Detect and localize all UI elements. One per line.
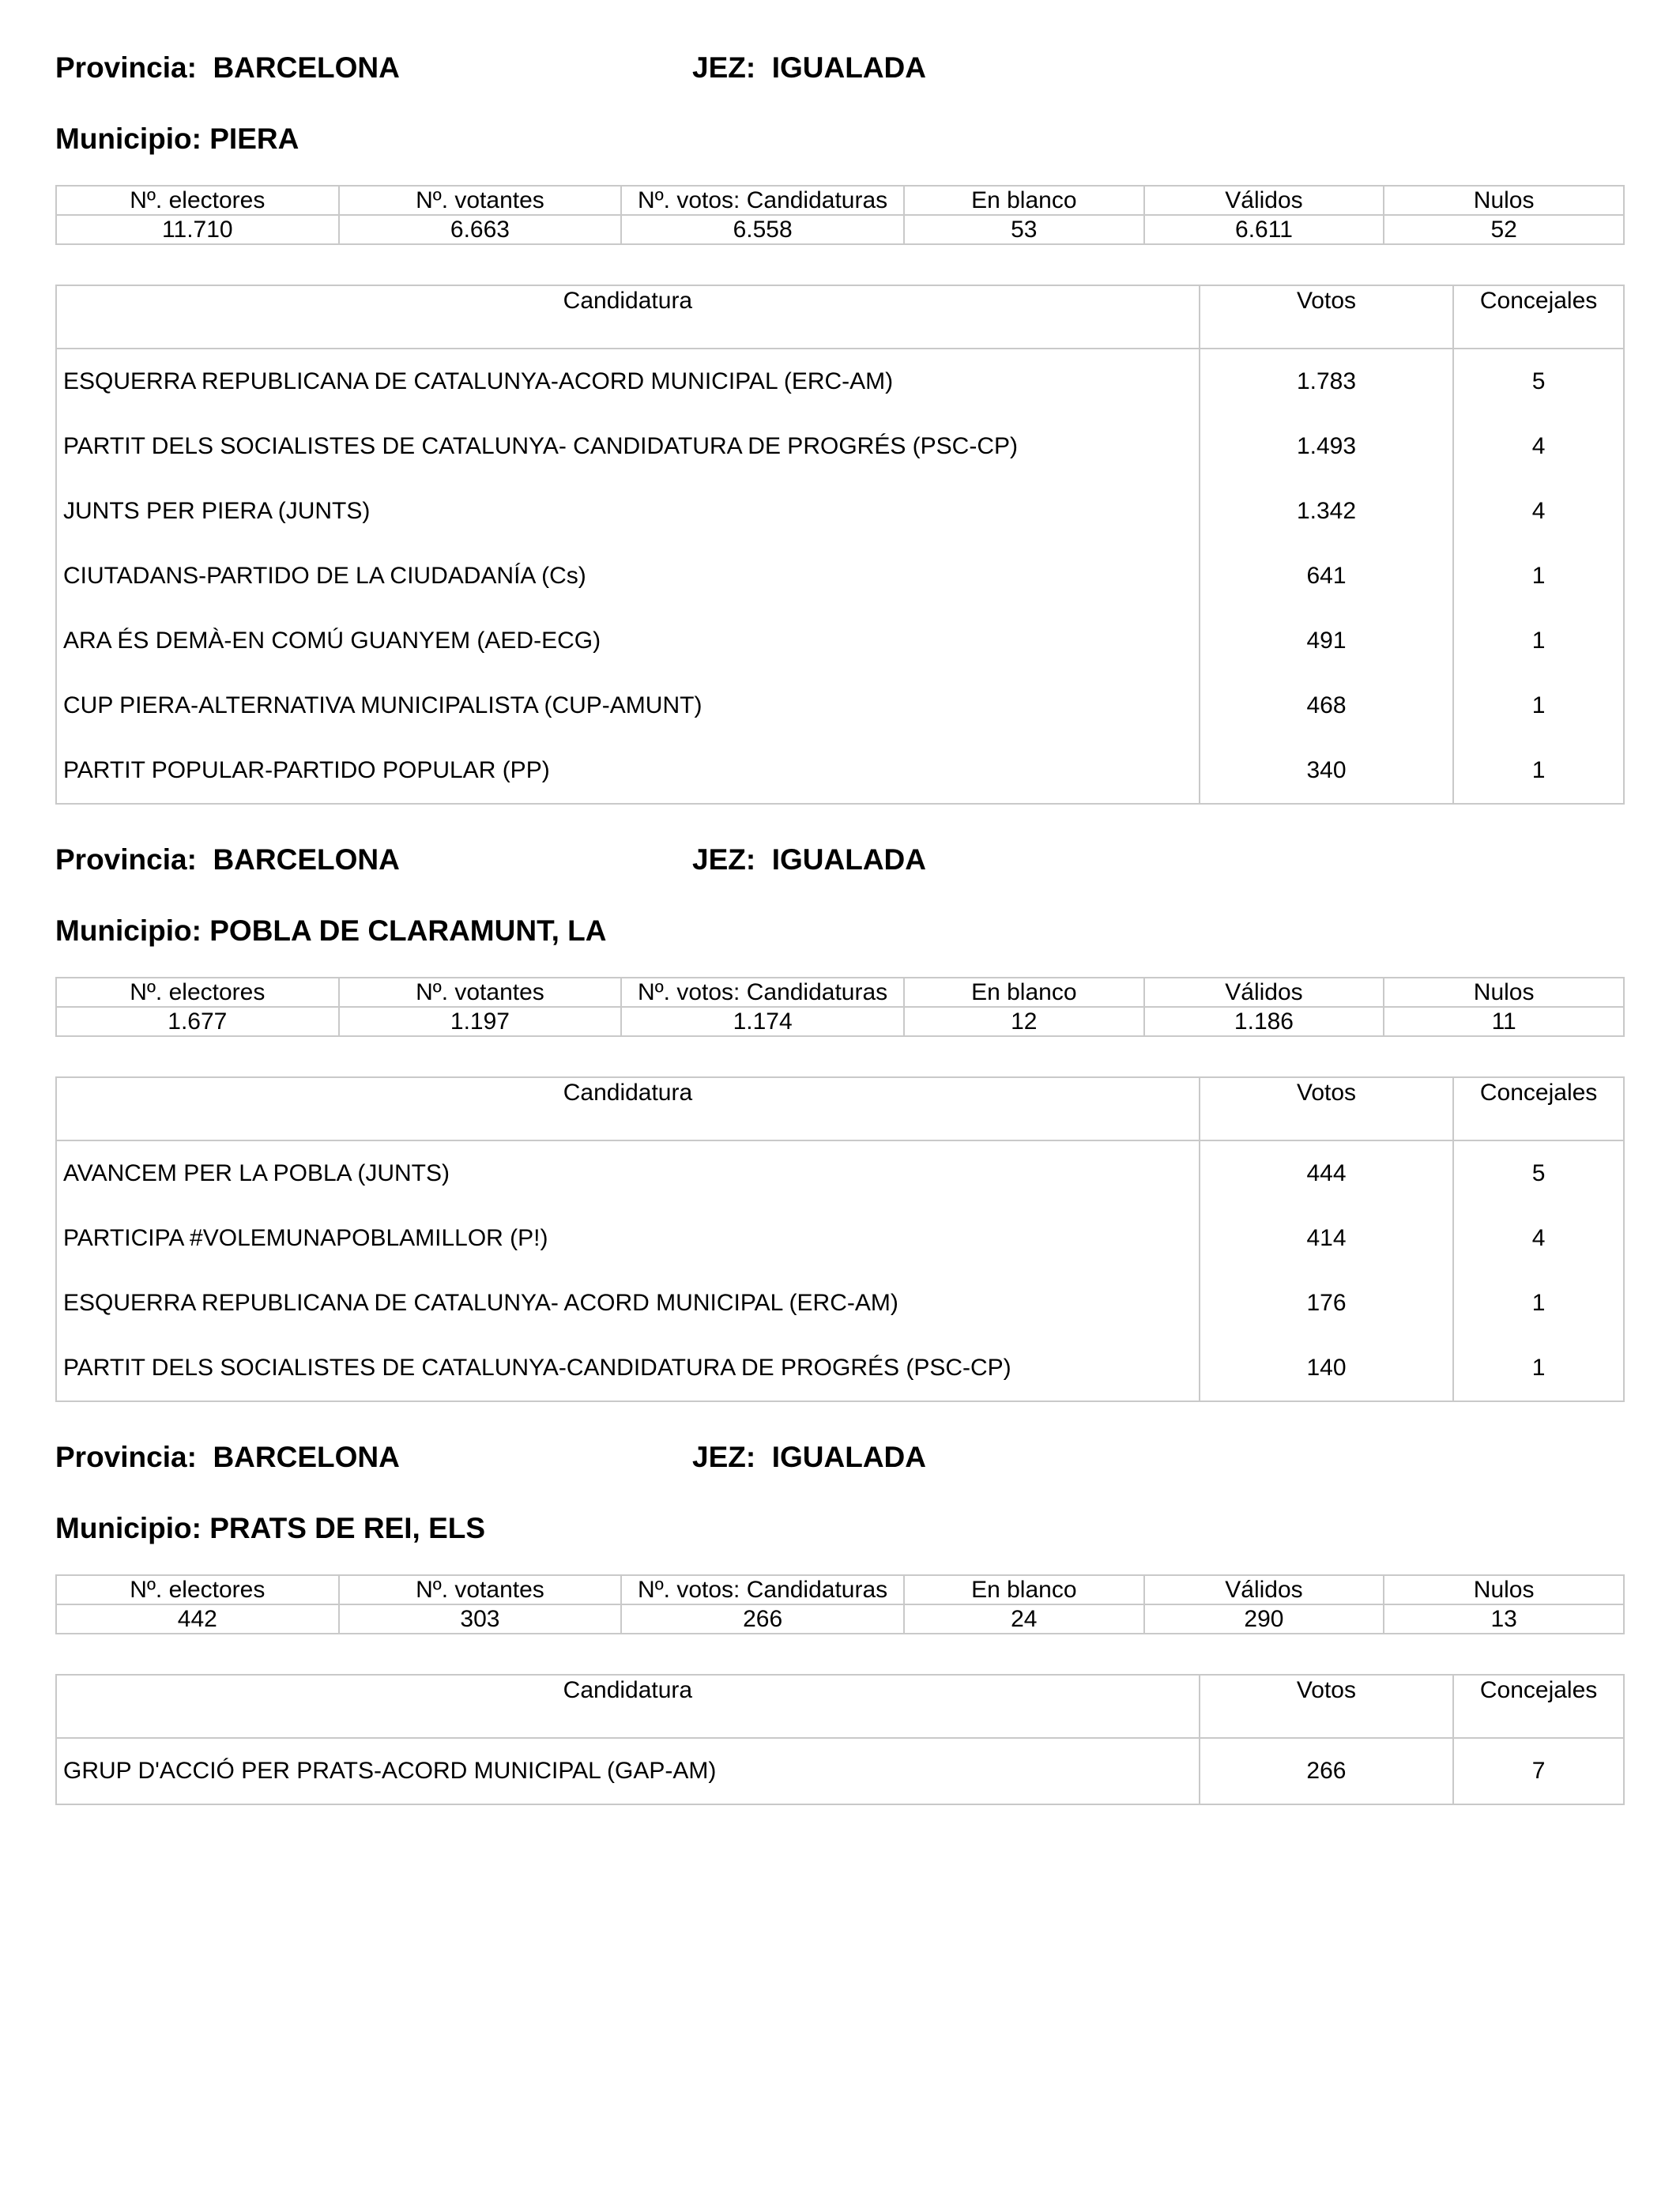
table-row (56, 1140, 1624, 1206)
concejales-value: 4 (1453, 479, 1624, 544)
candidatura-name: PARTICIPA #VOLEMUNAPOBLAMILLOR (P!) (56, 1206, 1200, 1271)
stats-header-cell: Nulos (1384, 186, 1624, 215)
concejales-header: Concejales (1453, 285, 1624, 349)
stats-value-cell: 52 (1384, 215, 1624, 244)
candidatura-name: PARTIT DELS SOCIALISTES DE CATALUNYA-CANDIDATURA DE PROGRÉS (PSC-CP) (56, 1336, 1200, 1401)
candidatura-name: PARTIT POPULAR-PARTIDO POPULAR (PP) (56, 738, 1200, 804)
provincia-heading: Provincia: BARCELONA (55, 1441, 400, 1473)
provincia-heading: Provincia: BARCELONA (55, 51, 400, 84)
stats-value-cell: 13 (1384, 1604, 1624, 1634)
votos-value: 468 (1200, 673, 1453, 738)
stats-value-cell: 266 (621, 1604, 904, 1634)
candidaturas-header-row (56, 285, 1624, 349)
stats-value-row (56, 1604, 1624, 1634)
concejales-value: 4 (1453, 1206, 1624, 1271)
votos-value: 140 (1200, 1336, 1453, 1401)
candidatura-header: Candidatura (56, 1077, 1200, 1140)
table-row (56, 1206, 1624, 1271)
stats-header-cell: En blanco (904, 186, 1144, 215)
table-row (56, 349, 1624, 414)
candidaturas-table (55, 285, 1625, 805)
stats-value-cell: 6.611 (1144, 215, 1384, 244)
stats-header-row (56, 186, 1624, 215)
stats-value-cell: 24 (904, 1604, 1144, 1634)
concejales-value: 1 (1453, 544, 1624, 609)
stats-value-row (56, 1007, 1624, 1036)
candidaturas-table (55, 1076, 1625, 1402)
candidatura-name: CUP PIERA-ALTERNATIVA MUNICIPALISTA (CUP-AMUNT) (56, 673, 1200, 738)
stats-value-cell: 1.197 (339, 1007, 622, 1036)
votos-value: 491 (1200, 609, 1453, 673)
concejales-value: 5 (1453, 1140, 1624, 1206)
municipio-heading: Municipio: POBLA DE CLARAMUNT, LA (55, 914, 607, 947)
table-row (56, 673, 1624, 738)
table-row (56, 1738, 1624, 1804)
table-row (56, 479, 1624, 544)
concejales-value: 4 (1453, 414, 1624, 479)
stats-value-cell: 11 (1384, 1007, 1624, 1036)
concejales-value: 1 (1453, 1336, 1624, 1401)
stats-value-row (56, 215, 1624, 244)
stats-header-cell: Nº. electores (56, 978, 339, 1007)
stats-header-cell: Válidos (1144, 186, 1384, 215)
candidatura-name: ARA ÉS DEMÀ-EN COMÚ GUANYEM (AED-ECG) (56, 609, 1200, 673)
stats-value-cell: 1.677 (56, 1007, 339, 1036)
votos-value: 641 (1200, 544, 1453, 609)
stats-value-cell: 53 (904, 215, 1144, 244)
stats-value-cell: 11.710 (56, 215, 339, 244)
concejales-value: 1 (1453, 609, 1624, 673)
jez-heading: JEZ: IGUALADA (692, 1441, 926, 1473)
stats-header-row (56, 978, 1624, 1007)
votos-header: Votos (1200, 1077, 1453, 1140)
table-row (56, 414, 1624, 479)
concejales-value: 1 (1453, 1271, 1624, 1336)
stats-header-cell: Nulos (1384, 1575, 1624, 1604)
stats-value-cell: 12 (904, 1007, 1144, 1036)
votos-value: 1.493 (1200, 414, 1453, 479)
candidatura-name: GRUP D'ACCIÓ PER PRATS-ACORD MUNICIPAL (GAP-AM) (56, 1738, 1200, 1804)
table-row (56, 1271, 1624, 1336)
stats-header-cell: Válidos (1144, 1575, 1384, 1604)
candidatura-name: ESQUERRA REPUBLICANA DE CATALUNYA- ACORD MUNICIPAL (ERC-AM) (56, 1271, 1200, 1336)
table-row (56, 738, 1624, 804)
votos-value: 176 (1200, 1271, 1453, 1336)
candidatura-header: Candidatura (56, 1675, 1200, 1738)
candidatura-name: AVANCEM PER LA POBLA (JUNTS) (56, 1140, 1200, 1206)
table-row (56, 544, 1624, 609)
jez-heading: JEZ: IGUALADA (692, 51, 926, 84)
stats-header-cell: Nº. votos: Candidaturas (621, 978, 904, 1007)
stats-header-cell: Nº. votantes (339, 1575, 622, 1604)
candidaturas-header-row (56, 1077, 1624, 1140)
stats-header-cell: Nº. electores (56, 186, 339, 215)
stats-value-cell: 1.186 (1144, 1007, 1384, 1036)
stats-header-cell: Nº. votos: Candidaturas (621, 1575, 904, 1604)
stats-header-cell: En blanco (904, 1575, 1144, 1604)
votos-value: 266 (1200, 1738, 1453, 1804)
concejales-value: 5 (1453, 349, 1624, 414)
stats-header-row (56, 1575, 1624, 1604)
stats-header-cell: Nº. electores (56, 1575, 339, 1604)
table-row (56, 609, 1624, 673)
stats-header-cell: Nº. votantes (339, 186, 622, 215)
municipio-heading: Municipio: PRATS DE REI, ELS (55, 1512, 486, 1544)
concejales-value: 1 (1453, 673, 1624, 738)
stats-table (55, 977, 1625, 1037)
candidatura-header: Candidatura (56, 285, 1200, 349)
votos-value: 1.342 (1200, 479, 1453, 544)
stats-table (55, 185, 1625, 245)
provincia-heading: Provincia: BARCELONA (55, 843, 400, 876)
candidaturas-table (55, 1674, 1625, 1805)
candidaturas-header-row (56, 1675, 1624, 1738)
votos-value: 444 (1200, 1140, 1453, 1206)
stats-value-cell: 6.558 (621, 215, 904, 244)
table-row (56, 1336, 1624, 1401)
concejales-header: Concejales (1453, 1675, 1624, 1738)
stats-header-cell: En blanco (904, 978, 1144, 1007)
candidatura-name: CIUTADANS-PARTIDO DE LA CIUDADANÍA (Cs) (56, 544, 1200, 609)
candidatura-name: ESQUERRA REPUBLICANA DE CATALUNYA-ACORD MUNICIPAL (ERC-AM) (56, 349, 1200, 414)
votos-header: Votos (1200, 285, 1453, 349)
stats-value-cell: 6.663 (339, 215, 622, 244)
stats-value-cell: 442 (56, 1604, 339, 1634)
candidatura-name: JUNTS PER PIERA (JUNTS) (56, 479, 1200, 544)
concejales-value: 7 (1453, 1738, 1624, 1804)
votos-header: Votos (1200, 1675, 1453, 1738)
stats-header-cell: Nº. votos: Candidaturas (621, 186, 904, 215)
jez-heading: JEZ: IGUALADA (692, 843, 926, 876)
stats-header-cell: Nº. votantes (339, 978, 622, 1007)
concejales-header: Concejales (1453, 1077, 1624, 1140)
stats-value-cell: 1.174 (621, 1007, 904, 1036)
votos-value: 1.783 (1200, 349, 1453, 414)
stats-value-cell: 303 (339, 1604, 622, 1634)
stats-table (55, 1574, 1625, 1634)
votos-value: 414 (1200, 1206, 1453, 1271)
stats-value-cell: 290 (1144, 1604, 1384, 1634)
stats-header-cell: Válidos (1144, 978, 1384, 1007)
concejales-value: 1 (1453, 738, 1624, 804)
municipio-heading: Municipio: PIERA (55, 123, 299, 155)
votos-value: 340 (1200, 738, 1453, 804)
stats-header-cell: Nulos (1384, 978, 1624, 1007)
candidatura-name: PARTIT DELS SOCIALISTES DE CATALUNYA- CANDIDATURA DE PROGRÉS (PSC-CP) (56, 414, 1200, 479)
